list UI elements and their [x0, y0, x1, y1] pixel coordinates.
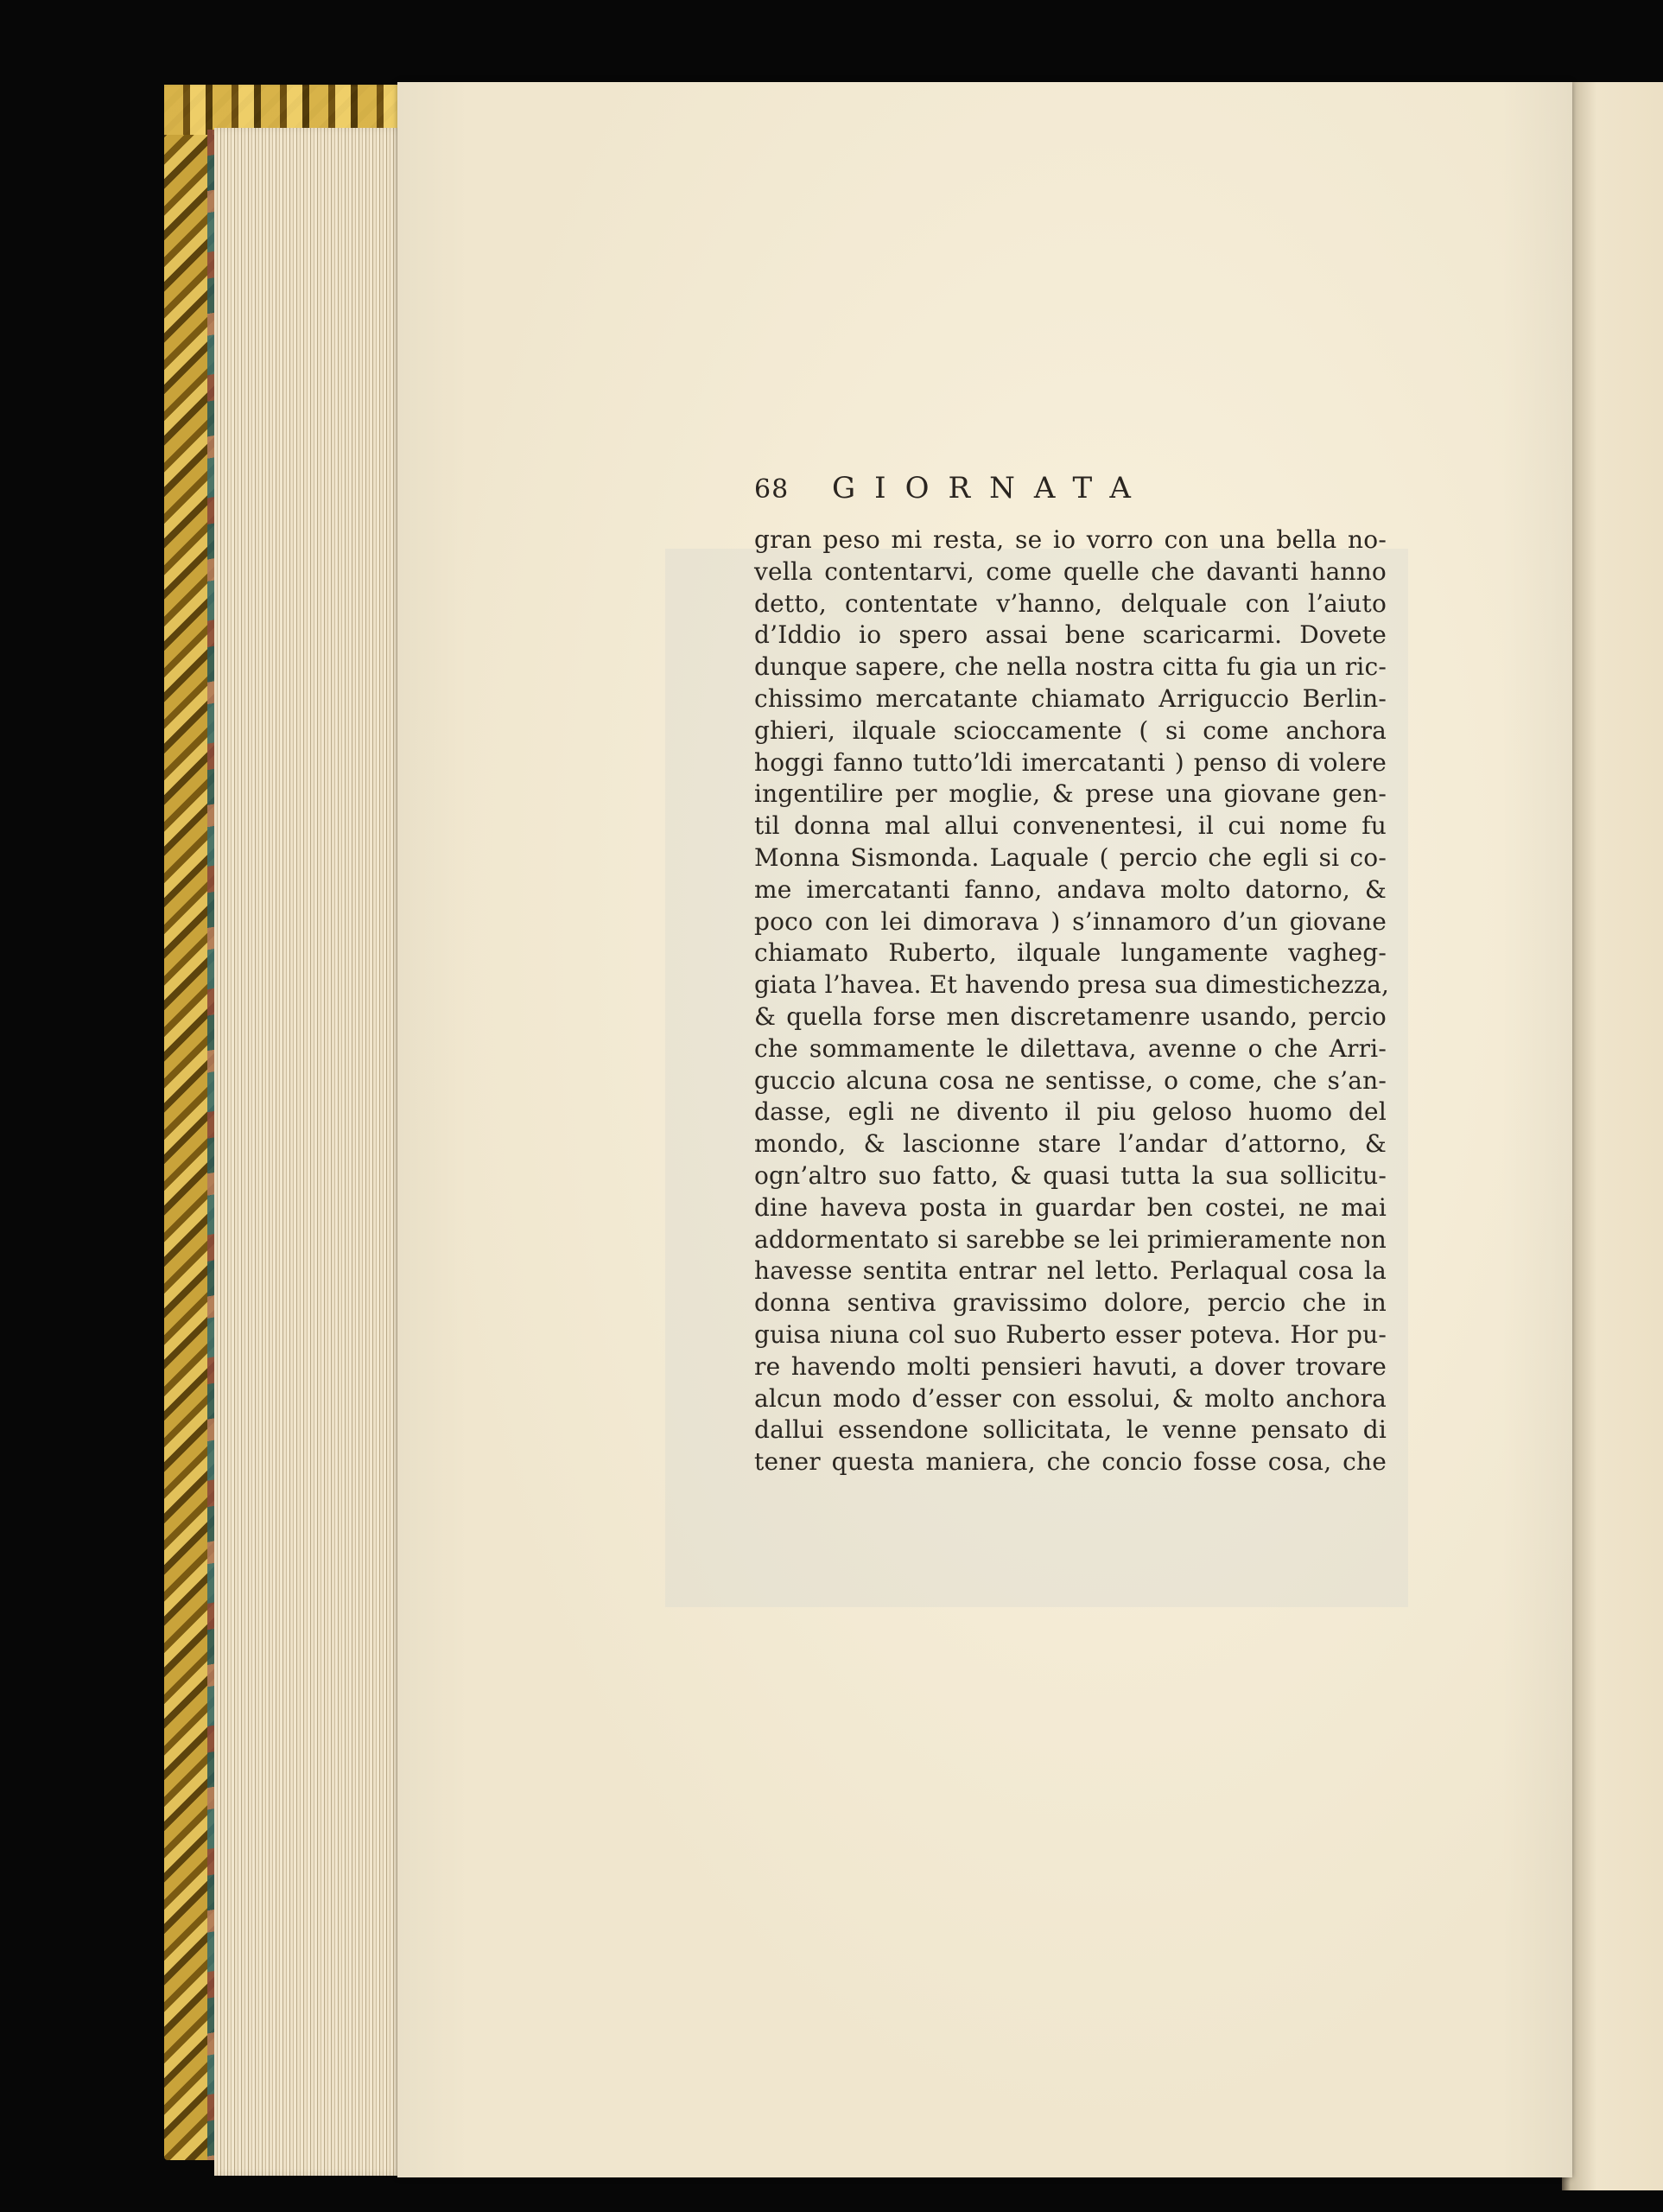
text-line: dallui essendone sollicitata, le venne pensato di: [754, 1415, 1387, 1445]
text-line: guisa niuna col suo Ruberto esser poteva. Hor pu-: [754, 1319, 1387, 1349]
text-line: alcun modo d’esser con essolui, & molto anchora: [754, 1383, 1387, 1413]
text-line: hoggi fanno tutto’ldi imercatanti ) penso di volere: [754, 747, 1387, 777]
facing-page-edge: [1562, 82, 1663, 2190]
text-line: d’Iddio io spero assai bene scaricarmi. Dovete: [754, 620, 1387, 650]
body-text: [754, 524, 1390, 1478]
text-line: chissimo mercatante chiamato Arriguccio Berlin-: [754, 683, 1387, 713]
text-line: che sommamente le dilettava, avenne o che Arri-: [754, 1033, 1387, 1063]
text-line: tener questa maniera, che concio fosse cosa, che: [754, 1447, 1387, 1477]
running-head: [754, 471, 1387, 514]
text-line: ghieri, ilquale scioccamente ( si come anchora: [754, 715, 1387, 745]
text-line: dunque sapere, che nella nostra citta fu gia un ric-: [754, 652, 1387, 682]
running-head-title: GIORNATA: [832, 471, 1150, 505]
text-line: mondo, & lascionne stare l’andar d’attorno, &: [754, 1129, 1387, 1159]
text-line: addormentato si sarebbe se lei primieramente non: [754, 1224, 1387, 1254]
page-number: 68: [754, 474, 790, 505]
text-line: detto, contentate v’hanno, delquale con l’aiuto: [754, 588, 1387, 618]
text-line: giata l’havea. Et havendo presa sua dimestichezza,: [754, 970, 1390, 1000]
text-block: [754, 471, 1390, 1478]
text-line: havesse sentita entrar nel letto. Perlaqual cosa la: [754, 1256, 1387, 1286]
text-line: poco con lei dimorava ) s’innamoro d’un giovane: [754, 906, 1387, 936]
text-line: me imercatanti fanno, andava molto datorno, &: [754, 874, 1387, 904]
text-line: guccio alcuna cosa ne sentisse, o come, che s’an-: [754, 1065, 1387, 1095]
text-line: vella contentarvi, come quelle che davanti hanno: [754, 556, 1387, 586]
page-block-edges: [214, 128, 413, 2176]
text-line: & quella forse men discretamenre usando, percio: [754, 1001, 1387, 1031]
text-line: dine haveva posta in guardar ben costei, ne mai: [754, 1192, 1387, 1222]
text-line: ingentilire per moglie, & prese una giovane gen-: [754, 779, 1387, 809]
text-line: re havendo molti pensieri havuti, a dover trovare: [754, 1351, 1387, 1381]
text-line: chiamato Ruberto, ilquale lungamente vagheg-: [754, 938, 1387, 968]
text-line: ogn’altro suo fatto, & quasi tutta la sua sollicitu-: [754, 1160, 1387, 1190]
text-line: dasse, egli ne divento il piu geloso huomo del: [754, 1097, 1387, 1127]
text-line: donna sentiva gravissimo dolore, percio che in: [754, 1288, 1387, 1318]
text-line: til donna mal allui convenentesi, il cui nome fu: [754, 811, 1387, 841]
text-line: gran peso mi resta, se io vorro con una bella no-: [754, 525, 1387, 554]
text-line: Monna Sismonda. Laquale ( percio che egli si co-: [754, 842, 1387, 872]
